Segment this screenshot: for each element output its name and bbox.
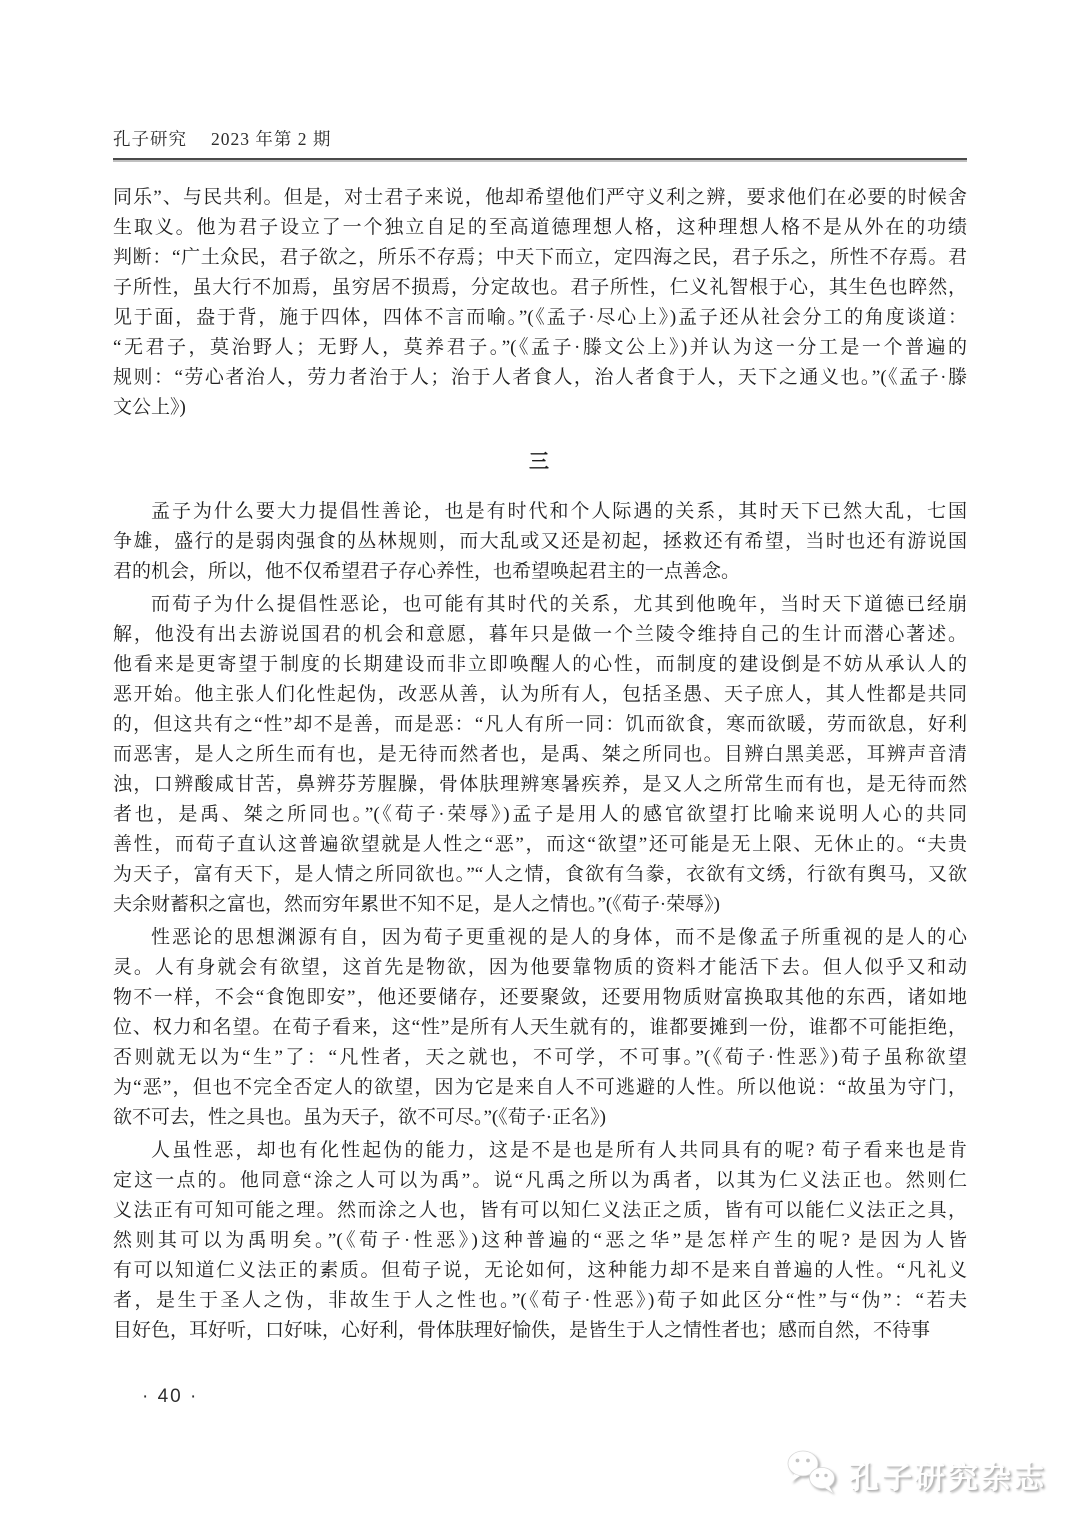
text-line: 者，是生于圣人之伪，非故生于人之性也。”(《荀子·性恶》)荀子如此区分“性”与“伪”：“若夫: [113, 1290, 967, 1311]
text-line: 子所性，虽大行不加焉，虽穷居不损焉，分定故也。君子所性，仁义礼智根于心，其生色也睟然，: [113, 277, 967, 298]
text-line: 有可以知道仁义法正的素质。但荀子说，无论如何，这种能力却不是来自普遍的人性。“凡礼义: [113, 1260, 967, 1281]
watermark: [783, 1448, 1047, 1501]
text-line: 物不一样，不会“食饱即安”，他还要储存，还要聚敛，还要用物质财富换取其他的东西，诸如地: [113, 987, 967, 1008]
text-line: 而荀子为什么提倡性恶论，也可能有其时代的关系，尤其到他晚年，当时天下道德已经崩: [151, 594, 967, 615]
text-line: 恶开始。他主张人们化性起伪，改恶从善，认为所有人，包括圣愚、天子庶人，其人性都是共同: [113, 684, 967, 705]
text-line: 善性，而荀子直认这普遍欲望就是人性之“恶”，而这“欲望”还可能是无上限、无休止的。“夫贵: [113, 834, 967, 855]
page-number: · 40 ·: [142, 1386, 199, 1407]
text-line: 灵。人有身就会有欲望，这首先是物欲，因为他要靠物质的资料才能活下去。但人似乎又和动: [113, 957, 967, 978]
text-line: 位、权力和名望。在荀子看来，这“性”是所有人天生就有的，谁都要摊到一份，谁都不可能拒绝，: [113, 1017, 967, 1038]
running-head: [113, 126, 967, 151]
wechat-icon: [783, 1448, 839, 1501]
text-line: 而恶害，是人之所生而有也，是无待而然者也，是禹、桀之所同也。目辨白黑美恶，耳辨声音清: [113, 744, 967, 765]
article-body: [113, 183, 967, 1349]
text-line: 他看来是更寄望于制度的长期建设而非立即唤醒人的心性，而制度的建设倒是不妨从承认人的: [113, 654, 967, 675]
text-line: 夫余财蓄积之富也，然而穷年累世不知不足，是人之情也。”(《荀子·荣辱》): [113, 894, 720, 915]
text-line: 的，但这共有之“性”却不是善，而是恶：“凡人有所一同：饥而欲食，寒而欲暖，劳而欲息，好利: [113, 714, 967, 735]
text-line: 为天子，富有天下，是人情之所同欲也。”“人之情，食欲有刍豢，衣欲有文绣，行欲有舆马，又欲: [113, 864, 967, 885]
text-line: 同乐”、与民共利。但是，对士君子来说，他却希望他们严守义利之辨，要求他们在必要的时候舍: [113, 187, 967, 208]
text-line: 解，他没有出去游说国君的机会和意愿，暮年只是做一个兰陵令维持自己的生计而潜心著述。: [113, 624, 967, 645]
paragraph: [113, 923, 967, 1133]
text-line: 君的机会，所以，他不仅希望君子存心养性，也希望唤起君主的一点善念。: [113, 561, 741, 582]
text-line: 义法正有可知可能之理。然而涂之人也，皆有可以知仁义法正之质，皆有可以能仁义法正之具，: [113, 1200, 967, 1221]
paragraph: [113, 590, 967, 920]
text-line: 生取义。他为君子设立了一个独立自足的至高道德理想人格，这种理想人格不是从外在的功绩: [113, 217, 967, 238]
text-line: 人虽性恶，却也有化性起伪的能力，这是不是也是所有人共同具有的呢? 荀子看来也是肯: [151, 1140, 967, 1161]
header-rule: [113, 158, 967, 160]
text-line: 性恶论的思想渊源有自，因为荀子更重视的是人的身体，而不是像孟子所重视的是人的心: [151, 927, 967, 948]
text-line: 争雄，盛行的是弱肉强食的丛林规则，而大乱或又还是初起，拯救还有希望，当时也还有游说国: [113, 531, 967, 552]
text-line: 孟子为什么要大力提倡性善论，也是有时代和个人际遇的关系，其时天下已然大乱，七国: [151, 501, 967, 522]
text-line: 否则就无以为“生”了：“凡性者，天之就也，不可学，不可事。”(《荀子·性恶》)荀子虽称欲望: [113, 1047, 967, 1068]
paragraph: [113, 1136, 967, 1346]
text-line: 定这一点的。他同意“涂之人可以为禹”。说“凡禹之所以为禹者，以其为仁义法正也。然则仁: [113, 1170, 967, 1191]
watermark-label: 孔子研究杂志: [849, 1461, 1047, 1495]
text-line: 见于面，盎于背，施于四体，四体不言而喻。”(《孟子·尽心上》)孟子还从社会分工的角度谈道：: [113, 307, 967, 328]
text-line: 为“恶”，但也不完全否定人的欲望，因为它是来自人不可逃避的人性。所以他说：“故虽为守门，: [113, 1077, 967, 1098]
text-line: “无君子，莫治野人；无野人，莫养君子。”(《孟子·滕文公上》)并认为这一分工是一个普遍的: [113, 337, 967, 358]
text-line: 目好色，耳好听，口好味，心好利，骨体肤理好愉佚，是皆生于人之情性者也；感而自然，不待事: [113, 1320, 931, 1341]
issue-label: 2023 年第 2 期: [211, 129, 332, 149]
text-line: 欲不可去，性之具也。虽为天子，欲不可尽。”(《荀子·正名》): [113, 1107, 606, 1128]
text-line: 判断：“广土众民，君子欲之，所乐不存焉；中天下而立，定四海之民，君子乐之，所性不存焉。君: [113, 247, 967, 268]
section-heading: 三: [529, 451, 551, 473]
text-line: 文公上》): [113, 397, 186, 418]
text-line: 者也，是禹、桀之所同也。”(《荀子·荣辱》)孟子是用人的感官欲望打比喻来说明人心的共同: [113, 804, 967, 825]
journal-title: 孔子研究: [113, 129, 187, 149]
text-line: 然则其可以为禹明矣。”(《荀子·性恶》)这种普遍的“恶之华”是怎样产生的呢? 是因为人皆: [113, 1230, 967, 1251]
paragraph: [113, 183, 967, 423]
text-line: 浊，口辨酸咸甘苦，鼻辨芬芳腥臊，骨体肤理辨寒暑疾养，是又人之所常生而有也，是无待而然: [113, 774, 967, 795]
paragraph: [113, 497, 967, 587]
page-header: [113, 126, 967, 160]
text-line: 规则：“劳心者治人，劳力者治于人；治于人者食人，治人者食于人，天下之通义也。”(《孟子·滕: [113, 367, 967, 388]
